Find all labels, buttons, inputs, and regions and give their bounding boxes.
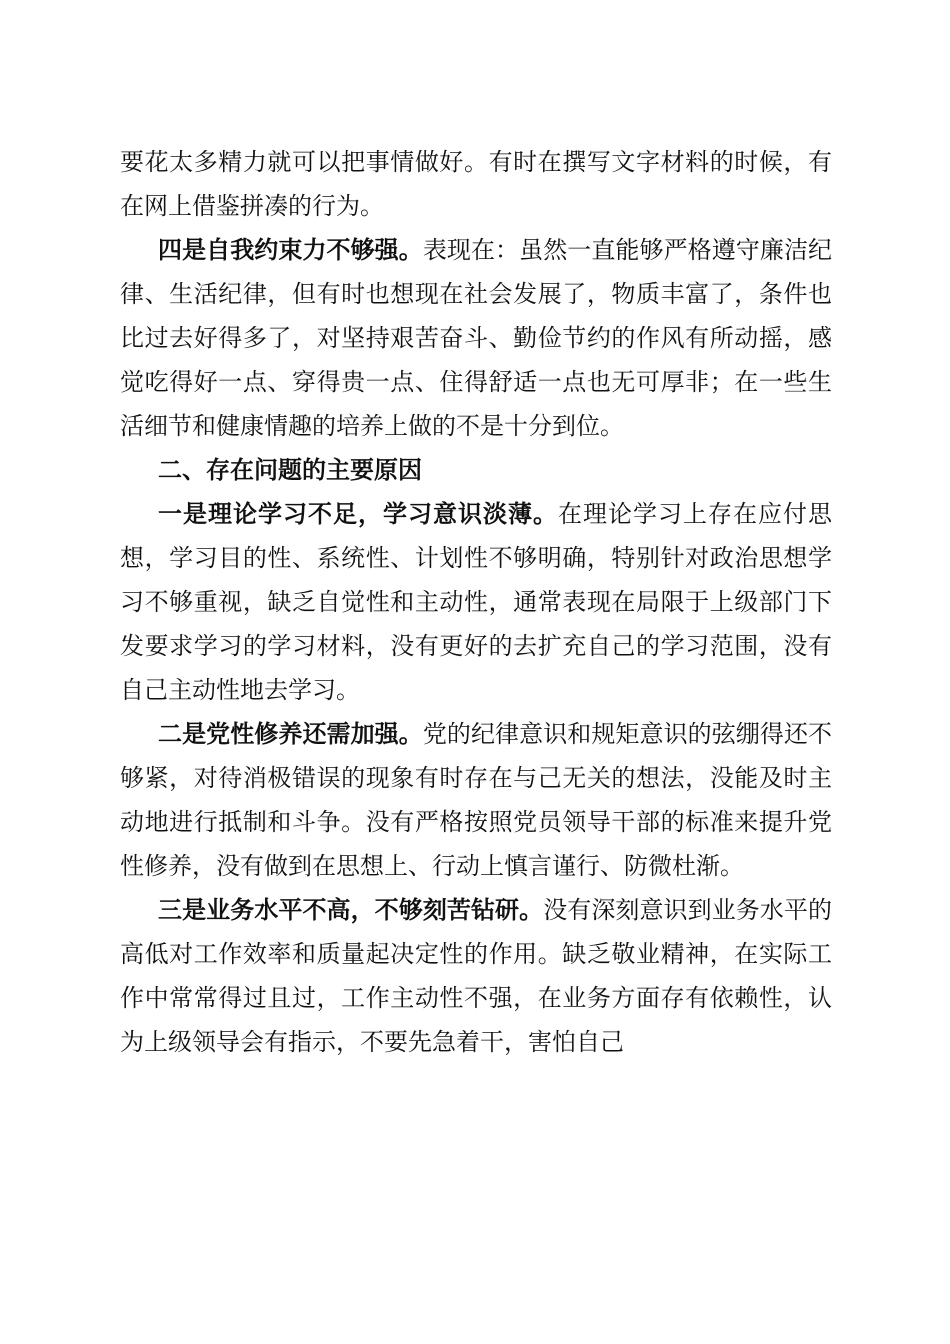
reason-2-lead: 二是党性修养还需加强。 [158, 720, 423, 748]
reason-1-lead: 一是理论学习不足，学习意识淡薄。 [158, 500, 558, 528]
reason-1-body: 在理论学习上存在应付思想，学习目的性、系统性、计划性不够明确，特别针对政治思想学习不够重视，缺乏自觉性和主动性，通常表现在局限于上级部门下发要求学习的学习材料，没有更好的去扩充自己的学习范围，没有自己主动性地去学习。 [120, 500, 832, 704]
document-body [120, 140, 832, 1064]
reason-3-paragraph [120, 888, 832, 1064]
item-4-body: 表现在：虽然一直能够严格遵守廉洁纪律、生活纪律，但有时也想现在社会发展了，物质丰富了，条件也比过去好得多了，对坚持艰苦奋斗、勤俭节约的作风有所动摇，感觉吃得好一点、穿得贵一点、住得舒适一点也无可厚非；在一些生活细节和健康情趣的培养上做的不是十分到位。 [120, 236, 833, 440]
item-4-paragraph [120, 228, 832, 448]
reason-3-lead: 三是业务水平不高，不够刻苦钻研。 [158, 896, 544, 924]
section-2-heading: 二、存在问题的主要原因 [158, 456, 422, 484]
item-4-lead: 四是自我约束力不够强。 [158, 236, 423, 264]
reason-3-body: 没有深刻意识到业务水平的高低对工作效率和质量起决定性的作用。缺乏敬业精神，在实际工作中常常得过且过，工作主动性不强，在业务方面存有依赖性，认为上级领导会有指示，不要先急着干，害怕自己 [120, 896, 833, 1056]
reason-1-paragraph [120, 492, 832, 712]
continuation-paragraph: 要花太多精力就可以把事情做好。有时在撰写文字材料的时候，有在网上借鉴拼凑的行为。 [120, 148, 832, 220]
reason-2-paragraph [120, 712, 832, 888]
reason-2-body: 党的纪律意识和规矩意识的弦绷得还不够紧，对待消极错误的现象有时存在与己无关的想法，没能及时主动地进行抵制和斗争。没有严格按照党员领导干部的标准来提升党性修养，没有做到在思想上、行动上慎言谨行、防微杜渐。 [120, 720, 833, 880]
